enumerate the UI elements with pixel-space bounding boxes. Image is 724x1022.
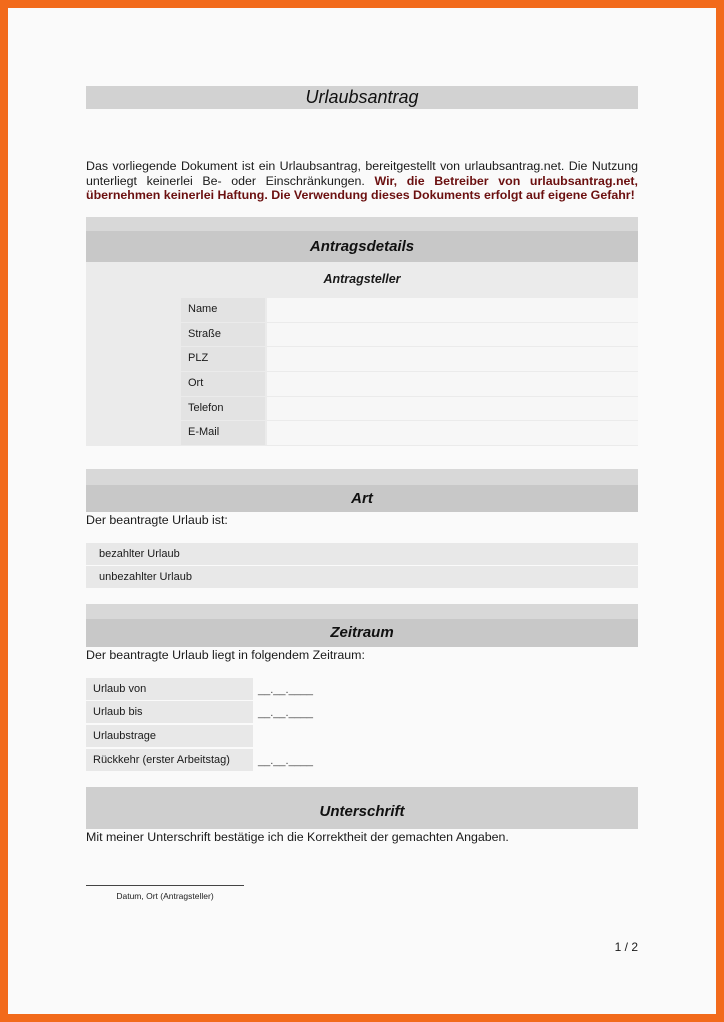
signature-caption: Datum, Ort (Antragsteller) [116, 891, 214, 901]
section-bar-top [86, 469, 638, 485]
intro-paragraph [86, 159, 638, 203]
vacation-to-field[interactable]: __.__.____ [258, 707, 314, 719]
period-label: Rückkehr (erster Arbeitstag) [86, 749, 253, 771]
field-label: Ort [181, 372, 265, 396]
email-field[interactable] [267, 421, 638, 445]
intro-text: Das vorliegende Dokument ist ein Urlaubsantrag, bereitgestellt von urlaubsantrag.net. Die Nutzung unterliegt keinerlei Be- oder Einschränkungen. [86, 159, 638, 188]
field-label: E-Mail [181, 421, 265, 445]
section-heading-zeitraum: Zeitraum [86, 619, 638, 647]
field-row-ort [181, 372, 638, 397]
signature-statement: Mit meiner Unterschrift bestätige ich die Korrektheit der gemachten Angaben. [86, 830, 509, 844]
field-row-telefon [181, 397, 638, 422]
name-field[interactable] [267, 298, 638, 322]
page-number: 1 / 2 [614, 940, 638, 954]
period-row-days [86, 725, 638, 747]
return-date-field[interactable]: __.__.____ [258, 755, 314, 767]
section-heading-unterschrift: Unterschrift [86, 787, 638, 829]
vacation-from-field[interactable]: __.__.____ [258, 684, 314, 696]
option-unpaid-leave[interactable]: unbezahlter Urlaub [86, 566, 638, 588]
field-row-name [181, 298, 638, 323]
section-bar-top [86, 217, 638, 231]
period-row-return [86, 749, 638, 771]
field-row-strasse [181, 323, 638, 348]
field-row-email [181, 421, 638, 446]
section-bar-top [86, 604, 638, 619]
document-page [8, 8, 716, 1014]
signature-line[interactable] [86, 885, 244, 886]
art-prompt: Der beantragte Urlaub ist: [86, 513, 228, 527]
period-label: Urlaub bis [86, 701, 253, 723]
period-row-from [86, 678, 638, 700]
period-label: Urlaub von [86, 678, 253, 700]
period-row-to [86, 701, 638, 723]
field-label: Name [181, 298, 265, 322]
subheading-antragsteller: Antragsteller [86, 262, 638, 296]
document-title: Urlaubsantrag [86, 86, 638, 109]
zeitraum-prompt: Der beantragte Urlaub liegt in folgendem Zeitraum: [86, 648, 365, 662]
section-heading-art: Art [86, 485, 638, 512]
field-row-plz [181, 347, 638, 372]
field-label: Straße [181, 323, 265, 347]
period-label: Urlaubstrage [86, 725, 253, 747]
intro-warning: Wir, die Betreiber von urlaubsantrag.net, übernehmen keinerlei Haftung. Die Verwendung dieses Dokuments erfolgt auf eigene Gefahr! [86, 173, 638, 203]
city-field[interactable] [267, 372, 638, 396]
phone-field[interactable] [267, 397, 638, 421]
postcode-field[interactable] [267, 347, 638, 371]
street-field[interactable] [267, 323, 638, 347]
option-paid-leave[interactable]: bezahlter Urlaub [86, 543, 638, 565]
vacation-days-field[interactable] [256, 725, 358, 747]
field-label: PLZ [181, 347, 265, 371]
section-heading-antragsdetails: Antragsdetails [86, 231, 638, 262]
applicant-fields-table [181, 298, 638, 446]
field-label: Telefon [181, 397, 265, 421]
